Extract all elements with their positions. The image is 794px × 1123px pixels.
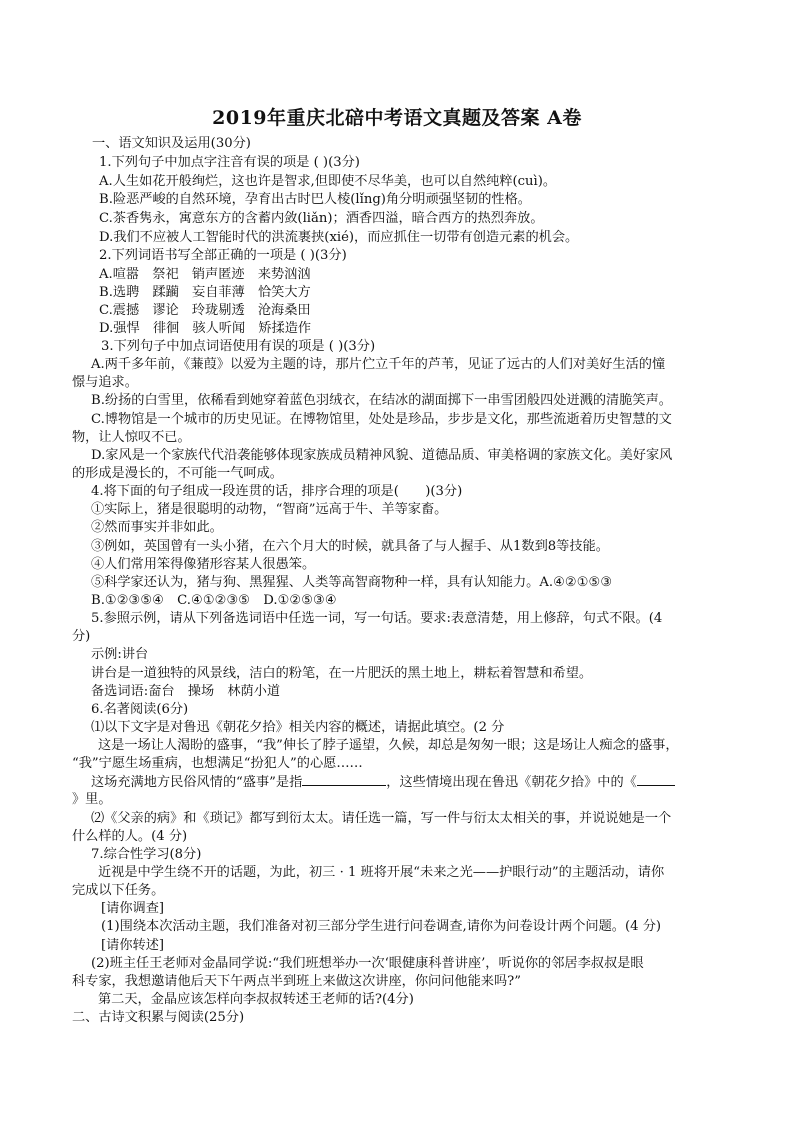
sentence-item: ②然而事实并非如此。 bbox=[91, 520, 223, 535]
option-line: C.茶香隽永，寓意东方的含蓄内敛(liǎn)；酒香四溢，暗合西方的热烈奔放。 bbox=[99, 211, 544, 226]
passage-text: 近视是中学生绕不开的话题，为此，初三 · 1 班将开展“未来之光——护眼行动”的主题活动，请你 bbox=[98, 865, 665, 880]
option-line: B.选聘 蹂躏 妄自菲薄 恰笑大方 bbox=[99, 285, 311, 300]
option-line: D.我们不应被人工智能时代的洪流裹挟(xié)，而应抓住一切带有创造元素的机会。 bbox=[99, 230, 579, 245]
sentence-item: ③例如，英国曾有一头小猪，在六个月大的时候，就具备了与人握手、从1数到8等技能。 bbox=[91, 539, 609, 554]
fill-middle: ，这些情境出现在鲁迅《朝花夕拾》中的《 bbox=[386, 775, 637, 790]
word-options: 备选词语:奤台 操场 林荫小道 bbox=[91, 684, 281, 699]
question-stem-continued: 分) bbox=[72, 629, 91, 644]
question-stem: 4.将下面的句子组成一段连贯的话，排序合理的项是( )(3分) bbox=[91, 484, 463, 499]
fill-prefix: 这场充满地方民俗风情的“盛事”是指 bbox=[91, 775, 303, 790]
passage-text: “我”宁愿生场重病，也想满足“扮犯人”的心愿…… bbox=[72, 756, 363, 771]
question-stem: 2.下列词语书写全部正确的一项是 ( )(3分) bbox=[99, 248, 347, 263]
sentence-item: ④人们常用笨得像猪形容某人很愚笨。 bbox=[91, 557, 316, 572]
question-stem: 5.参照示例，请从下列备选词语中任选一词，写一句话。要求:表意清楚，用上修辞，句式不限。(4 bbox=[91, 611, 663, 626]
option-line: C.博物馆是一个城市的历史见证。在博物馆里，处处是珍品，步步是文化，那些流逝着历史智慧的文 bbox=[91, 412, 672, 427]
option-line: D.家风是一个家族代代沿袭能够体现家族成员精神风貌、道德品质、审美格调的家族文化。美好家风 bbox=[91, 448, 673, 463]
task-label: [请你调查] bbox=[101, 901, 165, 916]
passage-text: 完成以下任务。 bbox=[72, 883, 165, 898]
example-label: 示例:讲台 bbox=[91, 647, 149, 662]
option-line: A.喧嚣 祭祀 销声匿迹 来势汹汹 bbox=[99, 267, 311, 282]
example-text: 讲台是一道独特的风景线，洁白的粉笔，在一片肥沃的黑土地上，耕耘着智慧和希望。 bbox=[91, 666, 593, 681]
sentence-item: ⑤科学家还认为，猪与狗、黑猩猩、人类等高智商物种一样，具有认知能力。A.④②①⑤③ bbox=[91, 575, 613, 590]
section-heading: 一、语文知识及运用(30分) bbox=[92, 136, 251, 151]
sub-question-continued: 什么样的人。(4 分) bbox=[72, 829, 188, 844]
answer-blank[interactable] bbox=[637, 773, 675, 786]
sub-question: (1)围绕本次活动主题，我们准备对初三部分学生进行问卷调查,请你为问卷设计两个问题。(4 分) bbox=[101, 919, 662, 934]
sub-question: ⑵《父亲的病》和《琐记》都写到衍太太。请任选一篇，写一件与衍太太相关的事，并说说她是一个 bbox=[91, 811, 672, 826]
sentence-item: ①实际上，猪是很聪明的动物，“智商”远高于牛、羊等家畜。 bbox=[91, 502, 448, 517]
sub-question: 第二天，金晶应该怎样向李叔叔转述王老师的话?(4分) bbox=[98, 992, 414, 1007]
sub-question: (2)班主任王老师对金晶同学说:“我们班想举办一次‘眼健康科普讲座’，听说你的邻居李叔叔是眼 bbox=[91, 956, 644, 971]
sub-question: ⑴以下文字是对鲁迅《朝花夕拾》相关内容的概述，请据此填空。(2 分 bbox=[91, 720, 505, 735]
option-line-continued: 物，让人惊叹不已。 bbox=[72, 430, 191, 445]
option-line: B.①②③⑤④ C.④①②③⑤ D.①②⑤③④ bbox=[91, 593, 337, 608]
option-line: B.险恶严峻的自然环境，孕育出古时巴人棱(lǐng)角分明顽强坚韧的性格。 bbox=[99, 192, 531, 207]
document-title: 2019年重庆北碚中考语文真题及答案 A卷 bbox=[212, 107, 582, 129]
option-line-continued: 的形成是漫长的，不可能一气呵成。 bbox=[72, 466, 283, 481]
section-heading: 二、古诗文积累与阅读(25分) bbox=[72, 1010, 245, 1025]
fill-in-line-end: 》里。 bbox=[72, 792, 112, 807]
question-stem: 3.下列句子中加点词语使用有误的项是 ( )(3分) bbox=[101, 339, 376, 354]
option-line-continued: 憬与追求。 bbox=[72, 375, 138, 390]
question-stem: 7.综合性学习(8分) bbox=[91, 847, 202, 862]
option-line: A.人生如花开般绚烂，这也许是智求,但即使不尽华美，也可以自然纯粹(cuì)。 bbox=[99, 174, 557, 189]
question-stem: 1.下列句子中加点字注音有误的项是 ( )(3分) bbox=[99, 155, 360, 170]
option-line: A.两千多年前，《蒹葭》以爱为主题的诗，那片伫立千年的芦苇，见证了远古的人们对美好生活的憧 bbox=[91, 357, 666, 372]
sub-question-continued: 科专家，我想邀请他后天下午两点半到班上来做这次讲座，你问问他能来吗?” bbox=[72, 974, 521, 989]
option-line: D.强悍 徘徊 骇人听闻 矫揉造作 bbox=[99, 321, 312, 336]
passage-text: 这是一场让人渴盼的盛事，“我”伸长了脖子遥望，久候，却总是匆匆一眼；这是场让人痴念的盛事， bbox=[98, 738, 679, 753]
option-line: C.震撼 谬论 玲珑剔透 沧海桑田 bbox=[99, 303, 311, 318]
answer-blank[interactable] bbox=[302, 773, 386, 786]
option-line: B.纷扬的白雪里，依稀看到她穿着蓝色羽绒衣，在结冰的湖面掷下一串雪团般四处迸溅的清脆笑声。 bbox=[91, 393, 672, 408]
fill-in-line bbox=[91, 773, 675, 792]
question-stem: 6.名著阅读(6分) bbox=[91, 702, 189, 717]
task-label: [请你转述] bbox=[101, 938, 165, 953]
